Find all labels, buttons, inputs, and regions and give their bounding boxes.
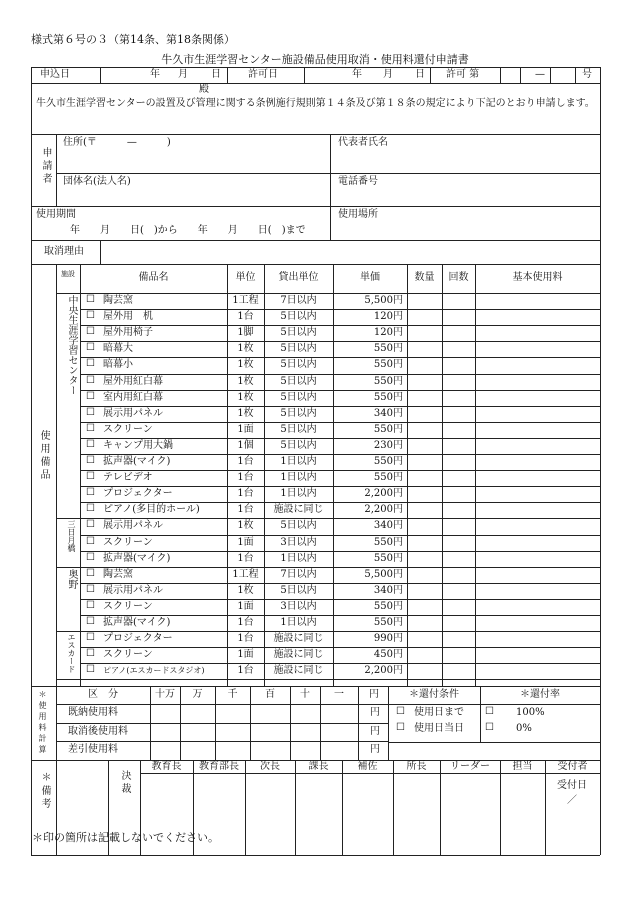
item-row-rule [80, 325, 600, 326]
role-col-rule [295, 760, 296, 855]
equip-name: ピアノ(エスカードスタジオ) [103, 666, 205, 676]
equip-label: 使用備品 [38, 430, 49, 482]
header-cell-rule [100, 67, 101, 83]
item-row-rule [80, 422, 600, 423]
header-cell-rule [430, 67, 431, 83]
equip-name: 展示用パネル [103, 407, 163, 419]
role-col-rule [500, 760, 501, 855]
equip-checkbox[interactable]: ☐ [86, 648, 95, 660]
remarks-label: ＊備考 [39, 772, 50, 811]
cond-checkbox[interactable]: ☐ [396, 722, 405, 733]
unit-header: 単位 [235, 272, 256, 283]
permit-go-label: 号 [582, 69, 592, 80]
period-text: 年 月 日( )から 年 月 日( )まで [70, 225, 306, 236]
equip-price: 550円 [373, 600, 403, 612]
rule-h [56, 173, 600, 174]
item-row-rule [80, 615, 600, 616]
role-header: 所長 [406, 761, 427, 772]
role-header: 担当 [512, 761, 533, 772]
equip-checkbox[interactable]: ☐ [86, 567, 95, 579]
item-row-rule [80, 470, 600, 471]
item-row-rule [80, 341, 600, 342]
equip-lend: 5日以内 [280, 391, 317, 403]
equip-unit: 1台 [237, 311, 254, 323]
equip-unit: 1面 [237, 649, 254, 661]
role-header: 次長 [260, 761, 280, 772]
rate-text: 100% [516, 707, 545, 718]
equip-checkbox[interactable]: ☐ [86, 664, 95, 676]
equip-lend: 1日以内 [280, 617, 317, 628]
equip-checkbox[interactable]: ☐ [86, 551, 95, 563]
phone-field: 電話番号 [338, 176, 378, 187]
equip-price: 120円 [373, 311, 403, 323]
equip-price: 5,500円 [364, 568, 403, 580]
role-col-rule [545, 760, 546, 855]
role-header: 補佐 [357, 761, 378, 772]
item-row-rule [80, 647, 600, 648]
equip-checkbox[interactable]: ☐ [86, 471, 95, 483]
rule-v [600, 67, 601, 855]
fee-label: ＊使用料計算 [38, 690, 47, 756]
equip-checkbox[interactable]: ☐ [86, 422, 95, 434]
rule-h [31, 264, 600, 265]
rule-v [100, 240, 101, 264]
equip-checkbox[interactable]: ☐ [86, 519, 95, 531]
equip-lend: 7日以内 [280, 568, 317, 580]
equip-checkbox[interactable]: ☐ [86, 326, 95, 338]
equip-lend: 5日以内 [280, 343, 317, 355]
header-cell-rule [520, 67, 521, 83]
equip-checkbox[interactable]: ☐ [86, 374, 95, 386]
cond-row-rule [388, 704, 600, 705]
equip-unit: 1枚 [237, 520, 254, 532]
equip-checkbox[interactable]: ☐ [86, 294, 95, 305]
group-rule [56, 631, 600, 632]
equip-price: 340円 [373, 407, 403, 419]
item-row-rule [80, 551, 600, 552]
facility-name-3: エスカード [67, 633, 76, 674]
group-field: 団体名(法人名) [63, 176, 131, 187]
qty-header: 数量 [414, 272, 435, 283]
rule-h [56, 293, 600, 294]
equip-col-rule [80, 264, 81, 686]
digit-header: 百 [265, 689, 275, 700]
equip-unit: 1個 [237, 439, 254, 451]
intro-text: 牛久市生涯学習センターの設置及び管理に関する条例施行規則第１４条及び第１８条の規定により下記のとおり申請します。 [36, 98, 595, 109]
equip-unit: 1台 [237, 665, 254, 677]
equip-price: 5,500円 [364, 295, 403, 306]
equip-lend: 5日以内 [280, 423, 317, 435]
equip-unit: 1枚 [237, 407, 254, 419]
header-cell-rule [304, 67, 305, 83]
equip-name: スクリーン [103, 649, 153, 661]
rule-h [31, 206, 600, 207]
equip-price: 340円 [373, 584, 403, 596]
receipt-date-label: 受付日 [557, 780, 587, 791]
equip-name: プロジェクター [103, 633, 173, 645]
facility-name-2: 奥野 [66, 568, 77, 589]
apply-date-label: 申込日 [40, 69, 70, 80]
equip-checkbox[interactable]: ☐ [86, 358, 95, 370]
equip-price: 550円 [373, 536, 403, 548]
equip-lend: 5日以内 [280, 359, 317, 371]
equip-price: 2,200円 [364, 488, 403, 500]
equip-price: 230円 [373, 439, 403, 451]
role-header: 教育長 [151, 761, 182, 772]
rule-v [56, 134, 57, 206]
equip-price: 550円 [373, 472, 403, 484]
cancel-reason-label: 取消理由 [44, 246, 84, 257]
item-row-rule [80, 390, 600, 391]
period-label: 使用期間 [36, 209, 76, 220]
equip-price: 340円 [373, 520, 403, 532]
equip-unit: 1枚 [237, 375, 254, 387]
equip-lend: 施設に同じ [273, 633, 324, 645]
role-col-rule [245, 760, 246, 855]
role-header: リーダー [450, 761, 490, 772]
equip-unit: 1枚 [237, 359, 254, 371]
equip-price: 120円 [373, 327, 403, 339]
item-row-rule [80, 438, 600, 439]
equip-col-rule [442, 264, 443, 686]
equip-col-rule [475, 264, 476, 686]
digit-header: 十万 [155, 689, 175, 700]
lend-header: 貸出単位 [278, 272, 319, 283]
group-rule [56, 679, 600, 680]
item-row-rule [80, 663, 600, 664]
equip-unit: 1台 [237, 552, 254, 564]
equip-checkbox[interactable]: ☐ [86, 535, 95, 547]
equip-unit: 1台 [237, 456, 254, 467]
equip-name: スクリーン [103, 536, 153, 548]
equip-price: 550円 [373, 359, 403, 371]
role-header: 課長 [308, 761, 329, 772]
equip-name: スクリーン [103, 600, 153, 612]
equip-lend: 5日以内 [280, 520, 317, 532]
role-col-rule [393, 760, 394, 855]
equip-name: 暗幕大 [103, 343, 133, 355]
role-header: 受付者 [557, 761, 588, 772]
equip-unit: 1枚 [237, 391, 254, 403]
equip-lend: 施設に同じ [273, 504, 324, 516]
equip-name: キャンプ用大鍋 [103, 439, 173, 451]
addressee-label: 殿 [199, 84, 209, 95]
fee-yen: 円 [370, 707, 380, 719]
header-cell-rule [550, 67, 551, 83]
equip-checkbox[interactable]: ☐ [86, 342, 95, 354]
equip-checkbox[interactable]: ☐ [86, 632, 95, 644]
item-row-rule [80, 406, 600, 407]
equip-price: 990円 [373, 633, 403, 645]
equip-lend: 1日以内 [280, 552, 317, 564]
fee-row-label: 既納使用料 [68, 707, 118, 719]
receipt-slash: ／ [567, 795, 577, 806]
fee-row-rule [56, 704, 388, 705]
place-field: 使用場所 [338, 209, 378, 220]
equip-unit: 1脚 [237, 327, 254, 339]
equip-price: 550円 [373, 375, 403, 387]
equip-name: 屋外用椅子 [103, 327, 153, 339]
cond-text: 使用日当日 [414, 723, 464, 734]
equip-unit: 1枚 [237, 343, 254, 355]
cond-header: ＊還付条件 [409, 689, 459, 700]
digit-header: 十 [300, 689, 310, 700]
equip-checkbox[interactable]: ☐ [86, 310, 95, 322]
form-title: 牛久市生涯学習センター施設備品使用取消・使用料還付申請書 [161, 53, 469, 66]
group-rule [56, 567, 600, 568]
equip-unit: 1工程 [232, 568, 259, 580]
applicant-label: 申請者 [40, 147, 51, 186]
equip-name: 屋外用紅白幕 [103, 375, 163, 387]
cond-checkbox[interactable]: ☐ [396, 706, 405, 717]
equip-lend: 施設に同じ [273, 649, 324, 661]
item-row-rule [80, 454, 600, 455]
item-row-rule [80, 374, 600, 375]
equip-checkbox[interactable]: ☐ [86, 583, 95, 595]
equip-lend: 施設に同じ [273, 665, 324, 677]
representative-field: 代表者氏名 [338, 137, 388, 148]
header-cell-rule [575, 67, 576, 83]
equip-name: 暗幕小 [103, 359, 133, 371]
form-number: 様式第６号の３（第14条、第18条関係） [31, 33, 235, 46]
rule-v [330, 134, 331, 240]
facility-name-1: 三日月橋 [67, 520, 76, 553]
equip-unit: 1面 [237, 423, 254, 435]
facility-name-0: 中央生涯学習センター [66, 295, 77, 395]
rule-h [31, 83, 600, 84]
equip-name: 陶芸窯 [103, 568, 133, 580]
equip-name: 展示用パネル [103, 584, 163, 596]
rule-h [31, 240, 600, 241]
role-col-rule [440, 760, 441, 855]
rule-v [56, 264, 57, 686]
equip-lend: 5日以内 [280, 584, 317, 596]
item-row-rule [80, 357, 600, 358]
digit-header: 万 [192, 689, 203, 700]
item-row-rule [80, 309, 600, 310]
permit-year-label: 年 [352, 69, 362, 80]
equip-unit: 1台 [237, 488, 254, 500]
division-header: 区 分 [88, 689, 118, 700]
equip-checkbox[interactable]: ☐ [86, 438, 95, 450]
fee-yen: 円 [370, 743, 380, 755]
role-header: 教育部長 [199, 761, 239, 772]
rate-checkbox[interactable]: ☐ [485, 706, 494, 717]
equip-price: 550円 [373, 391, 403, 403]
equip-price: 550円 [373, 552, 403, 564]
rule-h [31, 67, 600, 68]
equip-unit: 1面 [237, 536, 254, 548]
equip-price: 550円 [373, 456, 403, 467]
equip-lend: 1日以内 [280, 456, 317, 467]
equip-name: ピアノ(多目的ホール) [103, 504, 200, 516]
equip-price: 550円 [373, 423, 403, 435]
equip-checkbox[interactable]: ☐ [86, 406, 95, 418]
item-row-rule [80, 599, 600, 600]
cond-bottom-rule [388, 742, 600, 743]
rule-h [31, 855, 600, 856]
rule-v [31, 67, 32, 855]
name-header: 備品名 [138, 272, 169, 283]
equip-lend: 3日以内 [280, 600, 317, 612]
permit-dash: — [535, 69, 545, 80]
equip-name: プロジェクター [103, 488, 173, 500]
price-header: 単価 [360, 272, 380, 283]
equip-name: テレビデオ [103, 472, 153, 484]
equip-name: 屋外用 机 [103, 311, 153, 323]
equip-checkbox[interactable]: ☐ [86, 599, 95, 611]
equip-price: 550円 [373, 343, 403, 355]
item-row-rule [80, 583, 600, 584]
equip-name: 陶芸窯 [103, 295, 133, 306]
rate-text: 0% [516, 723, 532, 734]
permit-date-label: 許可日 [248, 69, 278, 80]
rate-checkbox[interactable]: ☐ [485, 722, 494, 733]
equip-name: 拡声器(マイク) [103, 456, 171, 467]
equip-price: 2,200円 [364, 665, 403, 677]
equip-lend: 3日以内 [280, 536, 317, 548]
facility-header: 施設 [61, 270, 75, 278]
equip-price: 2,200円 [364, 504, 403, 516]
equip-lend: 7日以内 [280, 295, 317, 306]
item-row-rule [80, 535, 600, 536]
equip-checkbox[interactable]: ☐ [86, 390, 95, 402]
apply-month-label: 月 [178, 69, 188, 80]
address-field: 住所(〒 — ) [63, 137, 171, 148]
digit-header: 千 [227, 689, 238, 700]
equip-unit: 1台 [237, 633, 254, 645]
role-col-rule [342, 760, 343, 855]
footnote: ＊印の箇所は記載しないでください。 [32, 831, 219, 844]
base-header: 基本使用料 [512, 272, 563, 283]
equip-lend: 5日以内 [280, 407, 317, 419]
times-header: 回数 [448, 272, 469, 283]
fee-yen: 円 [370, 725, 380, 737]
rule-h [140, 773, 600, 774]
equip-lend: 5日以内 [280, 311, 317, 323]
yen-header: 円 [369, 689, 379, 700]
equip-lend: 1日以内 [280, 488, 317, 500]
equip-name: 展示用パネル [103, 520, 163, 532]
equip-price: 450円 [373, 649, 403, 661]
permit-no-label: 許可 第 [446, 69, 480, 80]
rate-header: ＊還付率 [520, 689, 560, 700]
apply-day-label: 日 [211, 69, 221, 80]
equip-checkbox[interactable]: ☐ [86, 616, 95, 627]
equip-lend: 5日以内 [280, 327, 317, 339]
header-cell-rule [227, 67, 228, 83]
rule-h [31, 134, 600, 135]
permit-month-label: 月 [383, 69, 393, 80]
equip-unit: 1台 [237, 504, 254, 516]
permit-day-label: 日 [415, 69, 425, 80]
equip-name: 拡声器(マイク) [103, 552, 171, 564]
fee-row-label: 取消後使用料 [68, 725, 128, 737]
equip-price: 550円 [373, 617, 403, 628]
apply-year-label: 年 [150, 69, 160, 80]
digit-header: 一 [334, 689, 344, 700]
equip-name: 拡声器(マイク) [103, 617, 171, 628]
equip-unit: 1工程 [232, 295, 259, 306]
equip-col-rule [407, 264, 408, 686]
equip-name: スクリーン [103, 423, 153, 435]
equip-lend: 5日以内 [280, 375, 317, 387]
equip-name: 室内用紅白幕 [103, 391, 163, 403]
equip-unit: 1台 [237, 617, 254, 628]
equip-checkbox[interactable]: ☐ [86, 503, 95, 515]
equip-unit: 1台 [237, 472, 254, 484]
equip-lend: 1日以内 [280, 472, 317, 484]
equip-unit: 1枚 [237, 584, 254, 596]
header-cell-rule [500, 67, 501, 83]
fee-row-label: 差引使用料 [68, 743, 118, 755]
equip-checkbox[interactable]: ☐ [86, 487, 95, 499]
fee-row-rule [56, 723, 388, 724]
cond-text: 使用日まで [414, 707, 464, 718]
rule-h [31, 686, 600, 687]
equip-lend: 5日以内 [280, 439, 317, 451]
decision-label: 決裁 [119, 770, 130, 796]
fee-row-rule [56, 741, 388, 742]
equip-unit: 1面 [237, 600, 254, 612]
equip-checkbox[interactable]: ☐ [86, 455, 95, 466]
